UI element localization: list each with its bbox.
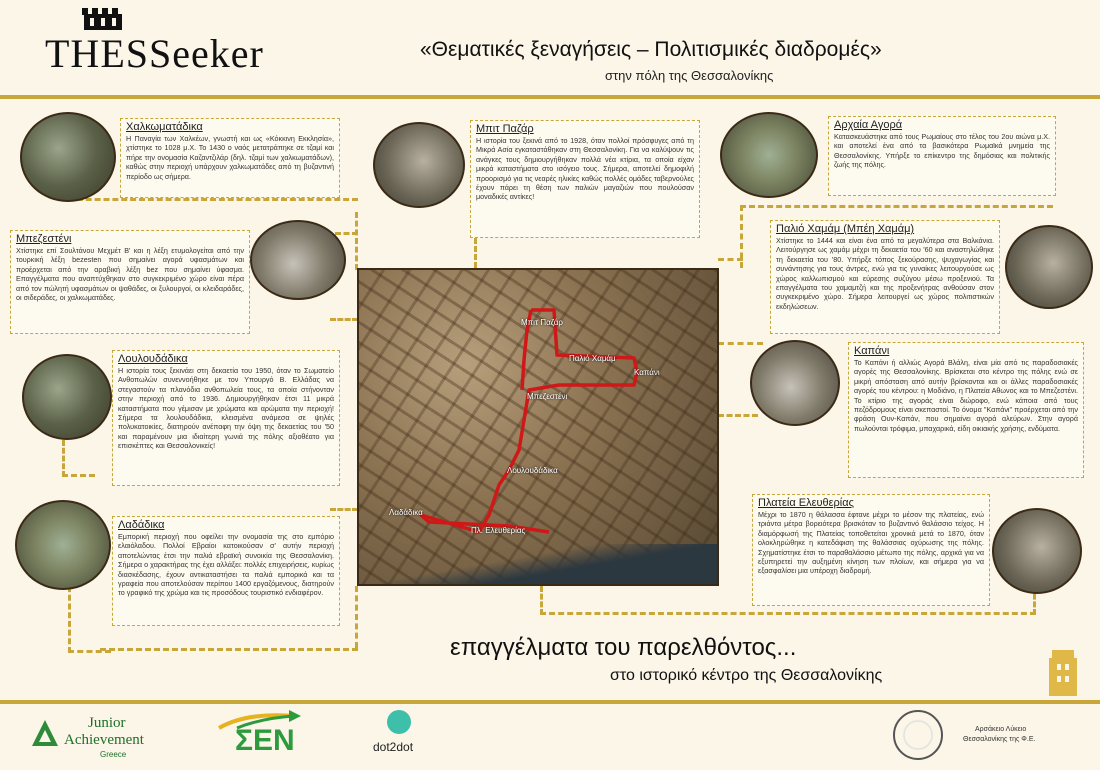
info-ladadika <box>112 516 340 626</box>
tagline-sub: στο ιστορικό κέντρο της Θεσσαλονίκης <box>610 667 883 684</box>
top-divider <box>0 95 1100 99</box>
photo-bit-pazar <box>373 122 465 208</box>
info-title: Καπάνι <box>854 345 890 357</box>
school-name-1: Αρσάκειο Λύκειο <box>975 726 1027 733</box>
info-bezesteni <box>10 230 250 334</box>
photo-bezesteni <box>250 220 346 300</box>
photo-chalkeutadika <box>20 112 116 202</box>
connector <box>355 212 388 270</box>
info-text: Η ιστορία του ξεκινά από το 1928, όταν πολλοί πρόσφυγες από τη Μικρά Ασία εγκαταστάθηκαν στη Θεσσαλονίκη. Για να καλύψουν τις ανάγκες τους δημιουργήθηκαν πολλά νέα κτίρια, τα οποία είχαν μικρά καταστήματα στο ισόγειο τους. Σήμερα, αποτελεί δημοφιλή προορισμό για τις νεαρές ηλικίες καθώς πολλές ομάδες ταβερνούλες έχουν πάρει τη θέση των παλιών μαγαζιών που πουλούσαν μοναδικές αντίκες! <box>476 136 694 202</box>
logo: THESSeeker <box>45 31 264 76</box>
junior-achievement-logo <box>30 712 170 762</box>
info-text: Μέχρι το 1870 η θάλασσα έφτανε μέχρι το μέσον της πλατείας, ενώ τριάντα μέτρα βορειότερα βρισκόταν το βυζαντινό θαλάσσιο τείχος. Η διαμόρφωσή της Πλατείας τοποθετείται χρονικά μετά το 1870, όταν ολοκληρώθηκε η κατεδάφιση της θαλάσσιας οχύρωσης της πόλης. Σχηματίστηκε έτσι το παραθαλάσσιο μέτωπο της πόλης, αρχικά για να εξυπηρετεί την αυξημένη κίνηση των πλοίων, και σήμερα για να εξασφαλίσει μια υπέροχη διαδρομή. <box>758 510 984 576</box>
map-label: Καπάνι <box>634 368 660 377</box>
info-text: Χτίστηκε επί Σουλτάνου Μεχμέτ Β' και η λέξη ετυμολογείται από την τουρκική λέξη bezesten που σημαίνει αγορά υφασμάτων και προέρχεται από την αραβική λέξη bez που σημαίνει ύφασμα. Επαγγέλματα που αναπτύχθηκαν στο συγκεκριμένο χώρο είναι πέρα από τον πώλητή υφασμάτων οι ψαθάδες, οι ξυλουργοί, οι κλειδαράδες, οι σιδεράδες, οι χαλκωματάδες. <box>16 246 244 303</box>
map-label: Μπεζεστένι <box>527 392 568 401</box>
connector <box>718 342 763 355</box>
ja-line3: Greece <box>100 750 127 759</box>
connector <box>100 648 358 653</box>
info-archaia-agora <box>828 116 1056 196</box>
photo-kapani <box>750 340 840 426</box>
info-title: Μπιτ Παζάρ <box>476 123 534 135</box>
connector <box>62 440 95 477</box>
white-tower-icon <box>1045 650 1081 696</box>
info-text: Η ιστορία τους ξεκινάει στη δεκαετία του 1950, όταν το Σωματείο Ανθοπωλών συνεννοήθηκε με τον Υπουργό Β. Ελλάδας να στεγαστούν τα πλανόδια ανθοπωλεία τους, τα οποία στήνονταν στην περιοχή από το 1936. Δημιουργήθηκαν έτσι 11 μικρά καταστήματα που γέμισαν με χρώματα και αρώματα την περιοχή! Σήμερα τα λουλουδάδικα, κλεισμένα ανάμεσα σε ψηλές πολυκατοικίες, διατηρούν ανέπαφη την όψη της δεκαετίας του '50 και παραμένουν μια ιδιαίτερη γωνιά της πόλης αξιοθέατο για επισκέπτες και Θεσσαλονικείς! <box>118 366 334 451</box>
sen-logo <box>215 710 305 764</box>
photo-palio-hamam <box>1005 225 1093 309</box>
school-seal-icon <box>893 710 943 760</box>
map-label: Μπιτ Παζάρ <box>521 318 563 327</box>
photo-louloudadika <box>22 354 112 440</box>
info-title: Παλιό Χαμάμ (Μπέη Χαμάμ) <box>776 223 915 235</box>
map-label: Λουλουδάδικα <box>507 466 558 475</box>
info-title: Χαλκωματάδικα <box>126 121 203 133</box>
info-title: Μπεζεστένι <box>16 233 72 245</box>
map-label: Πλ. Ελευθερίας <box>471 526 526 535</box>
info-title: Λουλουδάδικα <box>118 353 188 365</box>
route-map <box>357 268 719 586</box>
info-palio-hamam <box>770 220 1000 334</box>
connector <box>474 238 537 268</box>
sen-text: ΣΕΝ <box>235 724 295 757</box>
info-text: Χτίστηκε το 1444 και είναι ένα από τα μεγαλύτερα στα Βαλκάνια. Λειτούργησε ως χαμάμ μέχρι τη δεκαετία του '60 και αναστηλώθηκε τη δεκαετία του '80. Υπήρξε τόπος ξεκούρασης, ψυχαγωγίας και συνάντησης για τους άντρες, ενώ για τις γυναίκες λειτουργούσε ως χώρος καλλωπισμού και εύρεσης συζύγου μέσω προξενιού. Τα επαγγέλματα του χαμαμτζή και της προξενήτρας ανθούσαν στον συγκεκριμένο χώρο. Σήμερα λειτουργεί ως χώρος πολιτιστικών εκδηλώσεων. <box>776 236 994 311</box>
photo-plateia-eleftherias <box>992 508 1082 594</box>
ja-triangle-icon <box>30 718 60 748</box>
tagline-main: επαγγέλματα του παρελθόντος... <box>450 634 797 661</box>
connector <box>718 414 758 427</box>
footer <box>0 704 1100 770</box>
dot2dot-logo <box>365 710 435 764</box>
info-louloudadika <box>112 350 340 486</box>
info-kapani <box>848 342 1084 478</box>
info-plateia-eleftherias <box>752 494 990 606</box>
connector <box>718 258 743 271</box>
page-title: «Θεματικές ξεναγήσεις – Πολιτισμικές διαδρομές» <box>420 38 882 61</box>
info-bit-pazar <box>470 120 700 238</box>
info-title: Λαδάδικα <box>118 519 165 531</box>
dot2dot-circle-icon <box>387 710 411 734</box>
dot2dot-text: dot2dot <box>373 740 414 754</box>
ja-line2: Achievement <box>64 732 144 748</box>
info-text: Η Παναγία των Χαλκέων, γνωστή και ως «Κόκκινη Εκκλησία», χτίστηκε το 1028 μ.Χ. Το 1430 ο ναός μετατράπηκε σε τζαμί και πήρε την ονομασία Καζαντζιλάρ (δηλ. τζαμί των χαλκωματάδων), καθώς στην περιοχή υπάρχουν χαλκωματάδες από τη βυζαντινή περίοδο ως σήμερα. <box>126 134 334 181</box>
connector <box>330 318 358 341</box>
info-title: Πλατεία Ελευθερίας <box>758 497 854 509</box>
info-text: Κατασκευάστηκε από τους Ρωμαίους στο τέλος του 2ου αιώνα μ.Χ. και αποτελεί ένα από τα βασικότερα Ρωμαϊκά μνημεία της Θεσσαλονίκης. Υπήρξε το επίκεντρο της δημόσιας και πολιτικής ζωής της πόλης. <box>834 132 1050 170</box>
connector <box>68 198 358 217</box>
info-text: Εμπορική περιοχή που οφείλει την ονομασία της στο εμπόριο ελαιόλαδου. Πολλοί Εβραίοι κατοικούσαν σ' αυτήν περιοχή αποτελώντας έτσι την παλιά εβραϊκή συνοικία της Θεσσαλονίκη. Σήμερα ο χαρακτήρας της έχει αλλάξει: πολλές επιχειρήσεις, κυρίως διασκέδασης, έχουν αντικαταστήσει τα παλιά εμπορικά και τα γραφεία που αποτελούσαν περίπου 1400 εργαζόμενους, διατηρούν το γραφικό της χρώμα και τις προσόδους τουριστικό ενδιαφέρον. <box>118 532 334 598</box>
info-text: Το Καπάνι ή αλλιώς Αγορά Βλάλη, είναι μία από τις παραδοσιακές αγορές της Θεσσαλονίκης. Βρίσκεται στο κέντρο της πόλης ενώ σε μικρή απόσταση από αυτήν βρίσκονται και οι άλλες παραδοσιακές αγορές του κέντρου: η Μοδιάνο, η Πλατεία Αθωνος και το Μπεζεστένι. Το κτίριο της αγοράς είναι διώροφο, ενώ κάποια από τους πεζόδρομους είναι σκεπαστοί. Το όνομα "Καπάνι" προέρχεται από την φράση Ουν-Καπάν, που σημαίνει αγορά αλεύρων. Στην αγορά πωλούνται τρόφιμα, μπαχαρικά, είδη οικιακής χρήσης, ενδύματα. <box>854 358 1078 433</box>
page-subtitle: στην πόλη της Θεσσαλονίκης <box>605 68 774 83</box>
map-label: Παλιό Χαμάμ <box>569 354 616 363</box>
photo-archaia-agora <box>720 112 818 198</box>
white-tower-logo-icon <box>80 8 126 30</box>
school-name-2: Θεσσαλονίκης της Φ.Ε. <box>963 736 1036 743</box>
ja-line1: Junior <box>88 715 126 731</box>
connector <box>355 586 368 648</box>
map-label: Λαδάδικα <box>389 508 423 517</box>
info-chalkeutadika <box>120 118 340 198</box>
connector <box>330 488 358 511</box>
info-title: Αρχαία Αγορά <box>834 119 903 131</box>
photo-ladadika <box>15 500 111 590</box>
